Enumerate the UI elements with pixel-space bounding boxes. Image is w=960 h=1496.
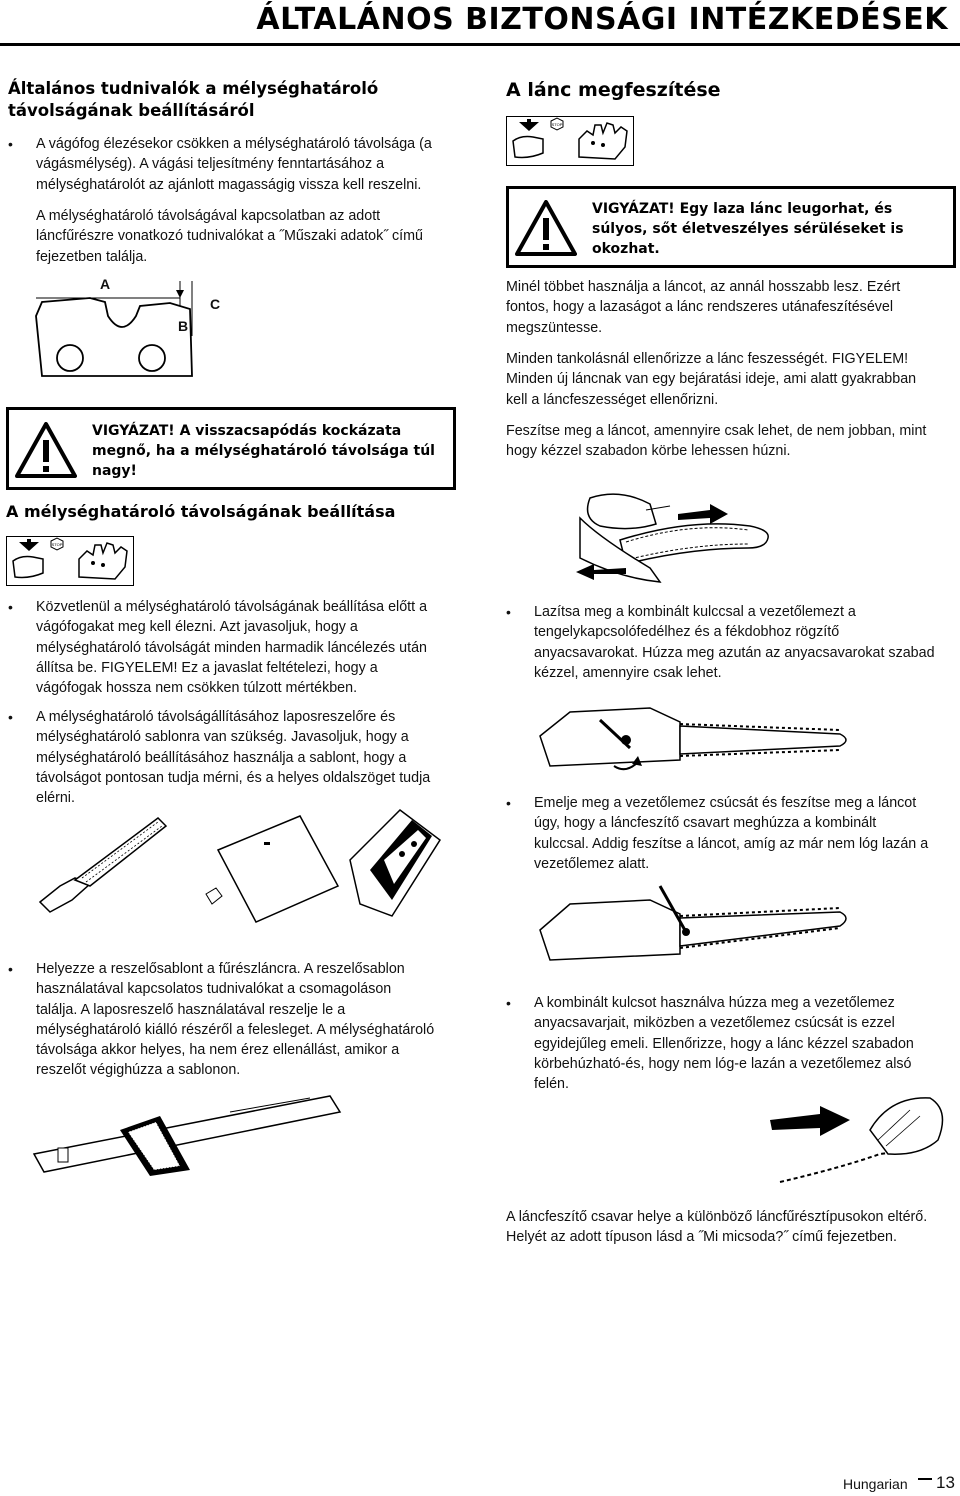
bullet-dot: •	[8, 961, 13, 977]
bullet-dot: •	[506, 795, 511, 811]
bullet-dot: •	[506, 995, 511, 1011]
list-item-text	[36, 597, 427, 698]
text-line: mélységhatárolót az ajánlott magasságig vissza kell reszelni.	[36, 176, 422, 193]
text-line: mélységhatároló távolságát minden harmadik láncélezés után	[36, 639, 428, 656]
text-line: elérni.	[36, 790, 75, 807]
svg-text:STOP: STOP	[51, 542, 63, 547]
header-rule	[0, 43, 960, 46]
warning-triangle-icon	[15, 422, 77, 478]
text-line: A vágófog élezésekor csökken a mélységhatároló távolsága (a	[36, 136, 432, 152]
bullet-dot: •	[8, 599, 13, 615]
text-line: egyidejűleg emeli. Ellenőrizze, hogy a lánc kézzel szabadon	[534, 1035, 914, 1052]
text-line: Minden tankolásnál ellenőrizze a lánc feszességét. FIGYELEM!	[506, 351, 909, 367]
text-line: vágásmélység). A vágási teljesítmény fenntartásához a	[36, 156, 385, 173]
safety-symbols	[506, 116, 634, 166]
text-line: Közvetlenül a mélységhatároló távolságának beállítása előtt a	[36, 599, 428, 615]
gloved-hand-chain-illustration	[610, 1090, 950, 1190]
hand-stop-icon	[507, 117, 632, 164]
text-line: A mélységhatároló távolságával kapcsolatban az adott	[36, 208, 381, 224]
heading-line: Általános tudnivalók a mélységhatároló	[8, 79, 379, 98]
text-line: vágófogak hossza nem csökken túlzott mértékben.	[36, 680, 358, 697]
text-line: mélységhatároló kiálló részéről a felesleget. A mélységhatároló	[36, 1021, 435, 1038]
text-line: anyacsavarjait, miközben a vezetőlemez csúcsát is ezzel	[534, 1015, 895, 1032]
hand-pulling-chain-illustration	[560, 478, 820, 588]
text-line: találja. A laposreszelő használatával reszelje le a	[36, 1001, 346, 1018]
text-line: Minél többet használja a láncot, az annál hosszabb lesz. Ezért	[506, 279, 901, 295]
text-line: okozhat.	[592, 241, 660, 257]
text-line: fontos, hogy a lazaságot a lánc rendszeres utánafeszítésével	[506, 299, 894, 316]
text-line: kézzel, amennyire csak lehet.	[534, 664, 722, 681]
text-line: A kombinált kulcsot használva húzza meg a vezetőlemez	[534, 995, 895, 1011]
text-line: kell a láncfeszességet ellenőrizni.	[506, 391, 719, 408]
arrow-right-icon	[770, 1106, 850, 1136]
text-line: anyacsavarokat. Húzza meg azután az anyacsavarokat szabad	[534, 644, 935, 661]
text-line: távolsága akkor helyes, ha nem érez ellenállást, amikor a	[36, 1042, 400, 1059]
text-line: Minden új láncnak van egy bejáratási ideje, ami alatt gyakrabban	[506, 371, 917, 388]
warning-box-kickback	[6, 407, 456, 490]
gauge-on-chain-illustration	[30, 1090, 380, 1180]
page-title: ÁLTALÁNOS BIZTONSÁGI INTÉZKEDÉSEK	[256, 2, 948, 37]
paragraph	[36, 206, 476, 267]
text-line: megszüntesse.	[506, 319, 603, 336]
text-line: távolságot pontosan tudja mérni, és a helyes oldalszöget tudja	[36, 769, 431, 786]
text-line: fejezetben találja.	[36, 248, 148, 265]
bullet-dot: •	[8, 136, 13, 152]
text-line: Feszítse meg a láncot, amennyire csak lehet, de nem jobban, mint	[506, 423, 927, 439]
paragraph	[506, 349, 956, 410]
depth-gauge-diagram	[30, 276, 240, 386]
paragraph	[506, 421, 956, 462]
text-line: Helyezze a reszelősablont a fűrészláncra. A reszelősablon	[36, 961, 405, 977]
svg-text:STOP: STOP	[551, 122, 563, 127]
section-heading-chain-tension: A lánc megfeszítése	[506, 79, 721, 101]
diagram-label-b: B	[178, 318, 189, 334]
text-line: reszelőt végighúzza a sablonon.	[36, 1062, 241, 1079]
list-item-text	[36, 959, 434, 1081]
list-item-text	[36, 707, 430, 808]
text-line: mélységhatároló beállításához használja a sablont, hogy a	[36, 749, 407, 766]
text-line: Helyét az adott típuson lásd a ˝Mi micsoda?˝ című fejezetben.	[506, 1229, 897, 1246]
warning-box-loose-chain	[506, 186, 956, 268]
arrow-right-icon	[678, 504, 728, 524]
chainsaw-tension-screw-illustration	[530, 880, 860, 970]
text-line: felén.	[534, 1076, 569, 1093]
text-line: tengelykapcsolófedélhez és a fékdobhoz rögzítő	[534, 624, 840, 641]
file-and-gauge-illustration	[20, 800, 450, 930]
text-line: vezetőlemez alatt.	[534, 855, 650, 872]
section-heading-depth-gauge-info	[8, 78, 378, 122]
flat-file-icon	[40, 818, 166, 912]
hand-stop-icon	[7, 537, 132, 584]
bullet-dot: •	[8, 709, 13, 725]
footer-language: Hungarian	[843, 1476, 908, 1492]
warning-text	[92, 421, 435, 481]
text-line: megnő, ha a mélységhatároló távolsága túl	[92, 443, 435, 459]
text-line: láncfűrészre vonatkozó tudnivalókat a ˝Műszaki adatok˝ című	[36, 228, 423, 245]
text-line: VIGYÁZAT! A visszacsapódás kockázata	[92, 423, 402, 439]
text-line: használatával kapcsolatos tudnivalókat a csomagoláson	[36, 981, 392, 998]
list-item-text	[36, 134, 432, 195]
text-line: Emelje meg a vezetőlemez csúcsát és feszítse meg a láncot	[534, 795, 917, 811]
paragraph	[506, 1207, 956, 1248]
text-line: nagy!	[92, 463, 137, 479]
text-line: körbehúzható-és, hogy nem lóg-e lazán a vezetőlemez alsó	[534, 1055, 912, 1072]
page-number: 13	[936, 1473, 955, 1492]
diagram-label-c: C	[210, 296, 221, 312]
paragraph	[506, 277, 956, 338]
text-line: A mélységhatároló távolságállításához laposreszelőre és	[36, 709, 396, 725]
warning-triangle-icon	[515, 200, 577, 256]
file-gauge-template-icon	[206, 816, 338, 922]
text-line: hogy kézzel szabadon körbe lehessen húzni.	[506, 443, 791, 460]
diagram-label-a: A	[100, 276, 111, 292]
depth-gauge-tool-icon	[350, 810, 440, 916]
list-item-text	[534, 602, 935, 683]
text-line: állítsa be. FIGYELEM! Ez a javaslat feltételezi, hogy a	[36, 659, 378, 676]
text-line: úgy, hogy a láncfeszítő csavart meghúzza a kombinált	[534, 815, 877, 832]
list-item-text	[534, 993, 914, 1094]
text-line: kulccsal. Addig feszítse a láncot, amíg az már nem lóg lazán a	[534, 835, 929, 852]
bullet-dot: •	[506, 604, 511, 620]
list-item-text	[534, 793, 928, 874]
text-line: Lazítsa meg a kombinált kulccsal a vezetőlemezt a	[534, 604, 856, 620]
heading-line: távolságának beállításáról	[8, 101, 255, 120]
text-line: vágófogakat meg kell élezni. Azt javasoljuk, hogy a	[36, 619, 358, 636]
section-heading-depth-gauge-setting: A mélységhatároló távolságának beállítása	[6, 502, 396, 521]
safety-symbols	[6, 536, 134, 586]
text-line: súlyos, sőt életveszélyes sérüléseket is	[592, 221, 904, 237]
warning-text	[592, 199, 904, 259]
header-bar	[0, 0, 960, 46]
text-line: A láncfeszítő csavar helye a különböző láncfűrésztípusokon eltérő.	[506, 1209, 928, 1225]
footer-dash	[918, 1478, 932, 1480]
text-line: VIGYÁZAT! Egy laza lánc leugorhat, és	[592, 201, 893, 217]
chainsaw-loosen-nuts-illustration	[530, 700, 860, 780]
text-line: mélységhatároló sablonra van szükség. Javasoljuk, hogy a	[36, 729, 409, 746]
